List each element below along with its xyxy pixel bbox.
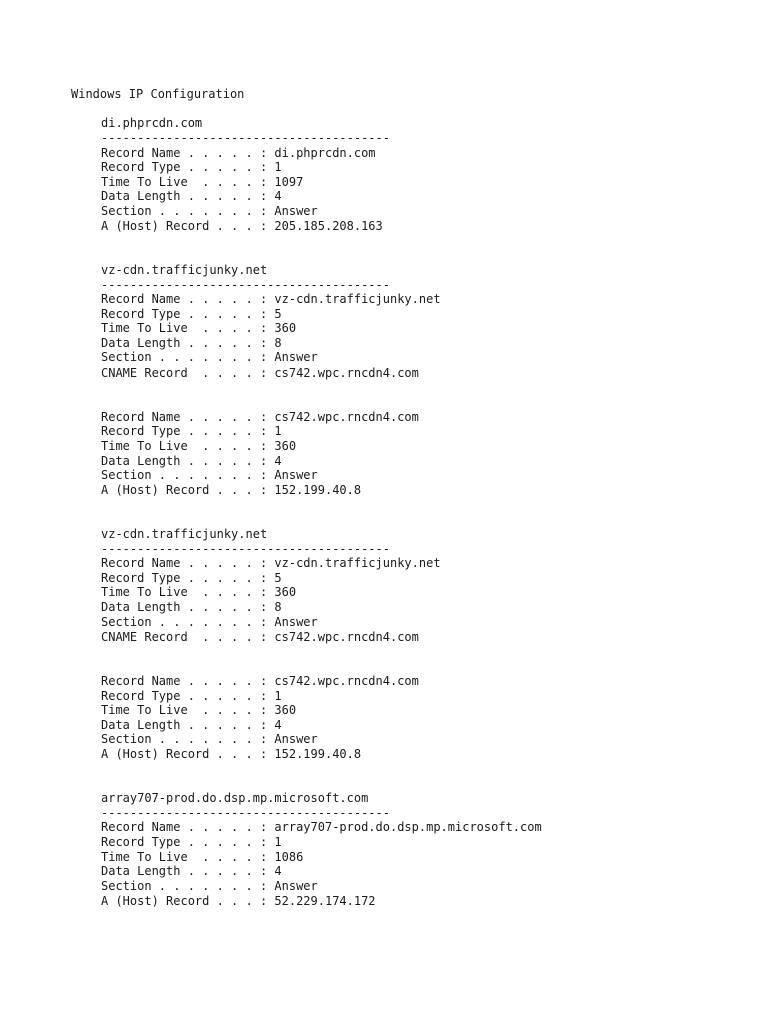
- record-name-label: Record Name . . . . . :: [101, 292, 275, 306]
- a-record-row: [101, 219, 383, 233]
- data-length-row: [101, 336, 282, 350]
- record-type-row: [101, 307, 282, 321]
- record-type-row: [101, 835, 282, 849]
- record-name-label: Record Name . . . . . :: [101, 674, 275, 688]
- record-name-value: cs742.wpc.rncdn4.com: [274, 410, 419, 424]
- section-value: Answer: [274, 615, 318, 629]
- ttl-label: Time To Live . . . . :: [101, 585, 275, 599]
- a-record-row: [101, 894, 376, 908]
- a-record-value: 152.199.40.8: [274, 747, 362, 761]
- ttl-value: 360: [274, 585, 297, 599]
- data-length-label: Data Length . . . . . :: [101, 718, 275, 732]
- record-name-value: di.phprcdn.com: [274, 146, 376, 160]
- ttl-label: Time To Live . . . . :: [101, 175, 275, 189]
- section-value: Answer: [274, 468, 318, 482]
- record-type-label: Record Type . . . . . :: [101, 571, 275, 585]
- ttl-row: [101, 850, 303, 864]
- record-header: array707-prod.do.dsp.mp.microsoft.com: [101, 791, 369, 805]
- section-row: [101, 350, 318, 364]
- data-length-row: [101, 864, 282, 878]
- ttl-value: 1086: [274, 850, 304, 864]
- section-label: Section . . . . . . . :: [101, 732, 275, 746]
- record-type-row: [101, 424, 282, 438]
- ttl-row: [101, 175, 303, 189]
- data-length-label: Data Length . . . . . :: [101, 454, 275, 468]
- data-length-row: [101, 718, 282, 732]
- section-row: [101, 468, 318, 482]
- record-type-value: 5: [274, 571, 282, 585]
- cname-record-value: cs742.wpc.rncdn4.com: [274, 630, 419, 644]
- record-type-row: [101, 160, 282, 174]
- record-type-label: Record Type . . . . . :: [101, 835, 275, 849]
- data-length-row: [101, 189, 282, 203]
- a-record-row: [101, 483, 361, 497]
- section-value: Answer: [274, 204, 318, 218]
- record-type-label: Record Type . . . . . :: [101, 307, 275, 321]
- record-type-label: Record Type . . . . . :: [101, 689, 275, 703]
- section-row: [101, 204, 318, 218]
- ttl-value: 360: [274, 321, 297, 335]
- data-length-value: 4: [274, 454, 282, 468]
- ttl-value: 1097: [274, 175, 304, 189]
- section-value: Answer: [274, 350, 318, 364]
- ttl-row: [101, 321, 296, 335]
- section-label: Section . . . . . . . :: [101, 879, 275, 893]
- record-type-value: 1: [274, 160, 282, 174]
- section-row: [101, 615, 318, 629]
- cname-record-row: [101, 366, 419, 380]
- data-length-value: 8: [274, 336, 282, 350]
- record-name-row: [101, 556, 441, 570]
- data-length-label: Data Length . . . . . :: [101, 864, 275, 878]
- section-label: Section . . . . . . . :: [101, 204, 275, 218]
- record-type-row: [101, 571, 282, 585]
- record-separator: ----------------------------------------: [101, 542, 390, 556]
- data-length-row: [101, 600, 282, 614]
- data-length-label: Data Length . . . . . :: [101, 189, 275, 203]
- record-name-label: Record Name . . . . . :: [101, 410, 275, 424]
- data-length-value: 4: [274, 864, 282, 878]
- record-type-label: Record Type . . . . . :: [101, 160, 275, 174]
- document-title: Windows IP Configuration: [71, 87, 245, 101]
- record-separator: ----------------------------------------: [101, 278, 390, 292]
- record-type-value: 1: [274, 424, 282, 438]
- record-header: vz-cdn.trafficjunky.net: [101, 263, 268, 277]
- record-name-label: Record Name . . . . . :: [101, 146, 275, 160]
- cname-record-label: CNAME Record . . . . :: [101, 630, 275, 644]
- record-header: vz-cdn.trafficjunky.net: [101, 527, 268, 541]
- cname-record-value: cs742.wpc.rncdn4.com: [274, 366, 419, 380]
- record-name-value: vz-cdn.trafficjunky.net: [274, 556, 441, 570]
- a-record-value: 205.185.208.163: [274, 219, 383, 233]
- data-length-value: 4: [274, 718, 282, 732]
- section-label: Section . . . . . . . :: [101, 468, 275, 482]
- record-name-row: [101, 410, 419, 424]
- record-name-row: [101, 674, 419, 688]
- cname-record-label: CNAME Record . . . . :: [101, 366, 275, 380]
- record-name-value: vz-cdn.trafficjunky.net: [274, 292, 441, 306]
- record-separator: ----------------------------------------: [101, 131, 390, 145]
- record-type-value: 1: [274, 689, 282, 703]
- section-value: Answer: [274, 879, 318, 893]
- record-name-row: [101, 292, 441, 306]
- ttl-label: Time To Live . . . . :: [101, 703, 275, 717]
- record-type-label: Record Type . . . . . :: [101, 424, 275, 438]
- data-length-label: Data Length . . . . . :: [101, 336, 275, 350]
- record-name-value: array707-prod.do.dsp.mp.microsoft.com: [274, 820, 542, 834]
- ttl-row: [101, 585, 296, 599]
- record-name-row: [101, 146, 376, 160]
- data-length-value: 8: [274, 600, 282, 614]
- a-record-label: A (Host) Record . . . :: [101, 894, 275, 908]
- cname-record-row: [101, 630, 419, 644]
- ttl-value: 360: [274, 439, 297, 453]
- data-length-label: Data Length . . . . . :: [101, 600, 275, 614]
- record-separator: ----------------------------------------: [101, 806, 390, 820]
- a-record-value: 152.199.40.8: [274, 483, 362, 497]
- data-length-row: [101, 454, 282, 468]
- section-label: Section . . . . . . . :: [101, 350, 275, 364]
- record-name-label: Record Name . . . . . :: [101, 556, 275, 570]
- record-type-value: 5: [274, 307, 282, 321]
- a-record-value: 52.229.174.172: [274, 894, 376, 908]
- record-type-value: 1: [274, 835, 282, 849]
- a-record-label: A (Host) Record . . . :: [101, 219, 275, 233]
- section-row: [101, 879, 318, 893]
- record-header: di.phprcdn.com: [101, 116, 203, 130]
- record-name-row: [101, 820, 542, 834]
- section-label: Section . . . . . . . :: [101, 615, 275, 629]
- ttl-label: Time To Live . . . . :: [101, 321, 275, 335]
- a-record-row: [101, 747, 361, 761]
- record-name-label: Record Name . . . . . :: [101, 820, 275, 834]
- record-name-value: cs742.wpc.rncdn4.com: [274, 674, 419, 688]
- ttl-label: Time To Live . . . . :: [101, 850, 275, 864]
- a-record-label: A (Host) Record . . . :: [101, 483, 275, 497]
- ttl-row: [101, 439, 296, 453]
- a-record-label: A (Host) Record . . . :: [101, 747, 275, 761]
- ttl-row: [101, 703, 296, 717]
- section-row: [101, 732, 318, 746]
- ttl-value: 360: [274, 703, 297, 717]
- ttl-label: Time To Live . . . . :: [101, 439, 275, 453]
- data-length-value: 4: [274, 189, 282, 203]
- record-type-row: [101, 689, 282, 703]
- section-value: Answer: [274, 732, 318, 746]
